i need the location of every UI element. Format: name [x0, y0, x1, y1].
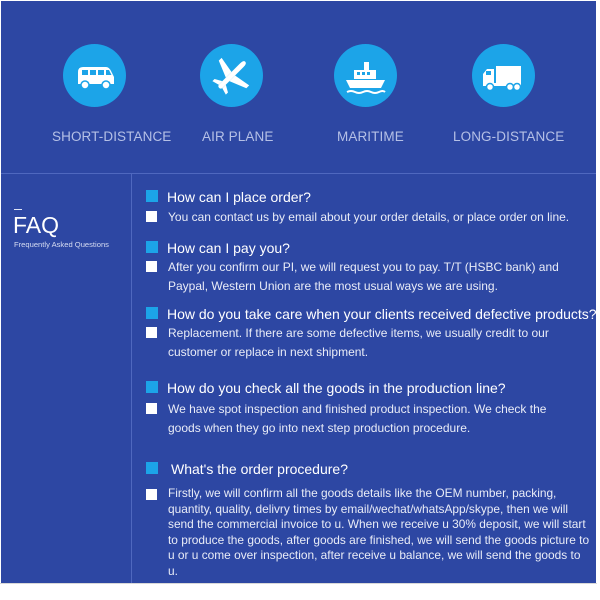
shipping-label: LONG-DISTANCE: [453, 129, 565, 144]
shipping-label: MARITIME: [337, 129, 404, 144]
faq-question[interactable]: [146, 306, 597, 322]
faq-question[interactable]: [146, 240, 586, 256]
faq-question[interactable]: [146, 380, 586, 396]
shipping-item-short-distance[interactable]: [38, 1, 188, 173]
question-text: How do you take care when your clients received defective products?: [167, 306, 597, 322]
answer-bullet-icon: [146, 327, 157, 338]
shipping-label: AIR PLANE: [202, 129, 274, 144]
question-text: How do you check all the goods in the production line?: [167, 380, 506, 396]
faq-title: FAQ: [13, 212, 60, 238]
shipping-item-long-distance[interactable]: [449, 1, 599, 173]
answer-text: You can contact us by email about your order details, or place order on line.: [168, 210, 570, 224]
faq-question[interactable]: [146, 461, 586, 477]
question-bullet-icon: [146, 462, 158, 474]
question-text: How can I pay you?: [167, 240, 290, 256]
faq-answer: [146, 486, 591, 581]
answer-text: Firstly, we will confirm all the goods details like the OEM number, packing, quantity, quality, delivry times by email/wechat/whatsApp/skype, then we will send the commercial invoice to u. When we receive u 30% deposit, we will start to produce the goods, after goods are finished, we will send the goods picture to u or u come over inspection, after receive u balance, we will send the goods to u.: [168, 486, 590, 578]
faq-subtitle: Frequently Asked Questions: [14, 240, 109, 249]
shipping-methods: [1, 1, 596, 173]
faq-question[interactable]: [146, 189, 586, 205]
answer-bullet-icon: [146, 403, 157, 414]
faq-answer: [146, 324, 591, 364]
answer-text: Replacement. If there are some defective items, we usually credit to our customer or replace in next shipment.: [168, 326, 549, 359]
question-bullet-icon: [146, 307, 158, 319]
answer-text: We have spot inspection and finished product inspection. We check the goods when they go into next step production procedure.: [168, 402, 547, 435]
shipping-item-air-plane[interactable]: [184, 1, 334, 173]
faq-dash: [14, 209, 22, 210]
page-frame: [1, 1, 596, 583]
truck-icon: [472, 44, 535, 107]
answer-text: After you confirm our PI, we will request you to pay. T/T (HSBC bank) and Paypal, Western Union are the most usual ways we are using.: [168, 260, 559, 293]
question-bullet-icon: [146, 241, 158, 253]
question-bullet-icon: [146, 190, 158, 202]
answer-bullet-icon: [146, 261, 157, 272]
question-text: How can I place order?: [167, 189, 311, 205]
bottom-border: [0, 583, 597, 584]
question-bullet-icon: [146, 381, 158, 393]
question-text: What's the order procedure?: [171, 461, 348, 477]
faq-answer: [146, 400, 591, 440]
faq-answer: [146, 208, 591, 228]
van-icon: [63, 44, 126, 107]
faq-vertical-divider: [131, 174, 132, 583]
shipping-label: SHORT-DISTANCE: [52, 129, 172, 144]
faq-answer: [146, 258, 591, 298]
answer-bullet-icon: [146, 489, 157, 500]
answer-bullet-icon: [146, 211, 157, 222]
ship-icon: [334, 44, 397, 107]
airplane-icon: [200, 44, 263, 107]
